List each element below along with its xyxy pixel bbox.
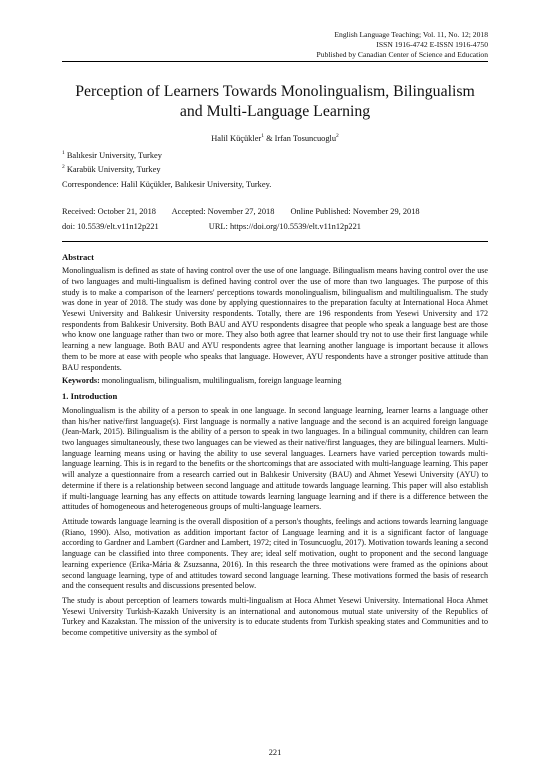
author-affiliation-number: 1 xyxy=(261,133,264,140)
correspondence: Correspondence: Halil Küçükler, Balıkesir University, Turkey. xyxy=(62,179,272,189)
doi-line xyxy=(62,221,488,232)
abstract-heading: Abstract xyxy=(62,252,94,263)
section-heading: 1. Introduction xyxy=(62,390,118,401)
affiliation xyxy=(62,165,488,175)
body-paragraph: Attitude towards language learning is the overall disposition of a person's thoughts, feelings and actions towards learning language (Riano, 1990). Also, motivation as addition important factor of Language learning and it is a significant factor of language according to Gardner and Lambert (Gardner and Lambert, 1972; cited in Tosuncuoglu, 2017). Motivation towards leaning a second language can be classified into three components. They are; ideal self motivation, ought to proponent and the second language learning experience (Erika-Mária & Zsuzsanna, 2016). In this research the three motivations were framed as the opinions about second language learning, type of and attitudes toward second language learning. These motivations formed the basis of research and the consequent results and discussions presented below. xyxy=(62,516,488,591)
journal-publisher: Published by Canadian Center of Science and Education xyxy=(316,50,488,59)
page-number: 221 xyxy=(268,748,282,757)
author-affiliation-number: 2 xyxy=(336,133,339,140)
affiliation-text: Karabük University, Turkey xyxy=(66,165,161,175)
journal-header xyxy=(62,30,488,60)
header-divider xyxy=(62,61,488,62)
author-separator: & xyxy=(263,134,275,143)
article-title: Perception of Learners Towards Monolingualism, Bilingualism and Multi-Language Learning xyxy=(75,83,475,120)
affiliation-text: Balıkesir University, Turkey xyxy=(66,151,162,160)
keywords-label: Keywords: xyxy=(62,376,100,386)
author-name: Irfan Tosuncuoglu xyxy=(274,134,337,143)
doi-url[interactable]: URL: https://doi.org/10.5539/elt.v11n12p221 xyxy=(208,222,361,232)
author-name: Halil Küçükler xyxy=(211,134,262,143)
metadata-divider xyxy=(62,241,488,242)
affiliation-number: 1 xyxy=(62,150,65,157)
published-date: Online Published: November 29, 2018 xyxy=(290,207,420,217)
article-page xyxy=(62,30,488,643)
journal-issn: ISSN 1916-4742 E-ISSN 1916-4750 xyxy=(376,40,488,49)
body-paragraph: The study is about perception of learners towards multi-lingualism at Hoca Ahmet Yesewi University. International Hoca Ahmet Yesewi University Turkish-Kazakh University is an international and autonomous mutual state university of the Republics of Turkey and Kazakstan. The mission of the university is to educate students from Turkish speaking states and Communities and to become competitive university as the symbol of xyxy=(62,595,488,638)
keywords-list: monolingualism, bilingualism, multilingualism, foreign language learning xyxy=(99,376,342,386)
received-date: Received: October 21, 2018 xyxy=(62,207,156,217)
publication-dates xyxy=(62,206,488,217)
doi: doi: 10.5539/elt.v11n12p221 xyxy=(62,222,159,232)
author-line xyxy=(62,133,488,144)
abstract-text: Monolingualism is defined as state of having control over the use of one language. Bilingualism means having control over the use of two languages and multi-lingualism is defined having control over the use of more than two languages. The purpose of this study is to make a comparison of the learners' perceptions towards monolingualism, bilingualism and multilingualism. The study was done in year of 2018. The study was done by applying questionnaires to the preparation faculty at International Hoca Ahmet Yesewi University and Balıkesir University respondents. Totally, there are 196 respondents from Yesewi University and 172 respondents from Balıkesir University. Both BAU and AYU respondents disagree that people who speak a language best are those who know one language rather than two or more. They also both agree that learner should try not to use their first language while learning a new language. Both BAU and AYU respondents agree that learning another language is important because it allows them to be more at ease with people who speaks that language. However, AYU respondents have a stronger positive attitude than BAU respondents. xyxy=(62,266,488,372)
affiliation-number: 2 xyxy=(62,164,65,171)
body-paragraph: Monolingualism is the ability of a person to speak in one language. In second language learning, learner learns a language other than his/her native/first language(s). First language is normally a native language and the second is an acquired foreign language (Jean-Mark, 2015). Bilingualism is the ability of a person to speak in two languages. In a bilingual community, children can learn two languages simultaneously, these two languages can be viewed as their native/first languages, they are bilingual learners. Multi-language learning means using or having the ability to use several languages. Learners have varied perception towards multi-language learning. This is in regard to the benefits or the shortcomings that are associated with multi-language learning. This paper will analyze a questionnaire from a research carried out in Balıkesir University (BAU) and Ahmet Yesewi University (AYU) to determine if there is a relationship between second language and attitude towards language learning. This paper will also establish if multi-language learning has any effects on attitude towards learning language learning and if there is a difference between the attitudes of homogeneous and heterogeneous groups of multi-language learners. xyxy=(62,405,488,512)
accepted-date: Accepted: November 27, 2018 xyxy=(171,207,275,217)
keywords xyxy=(62,376,488,387)
journal-citation: English Language Teaching; Vol. 11, No. 12; 2018 xyxy=(334,30,488,39)
affiliation xyxy=(62,151,488,161)
